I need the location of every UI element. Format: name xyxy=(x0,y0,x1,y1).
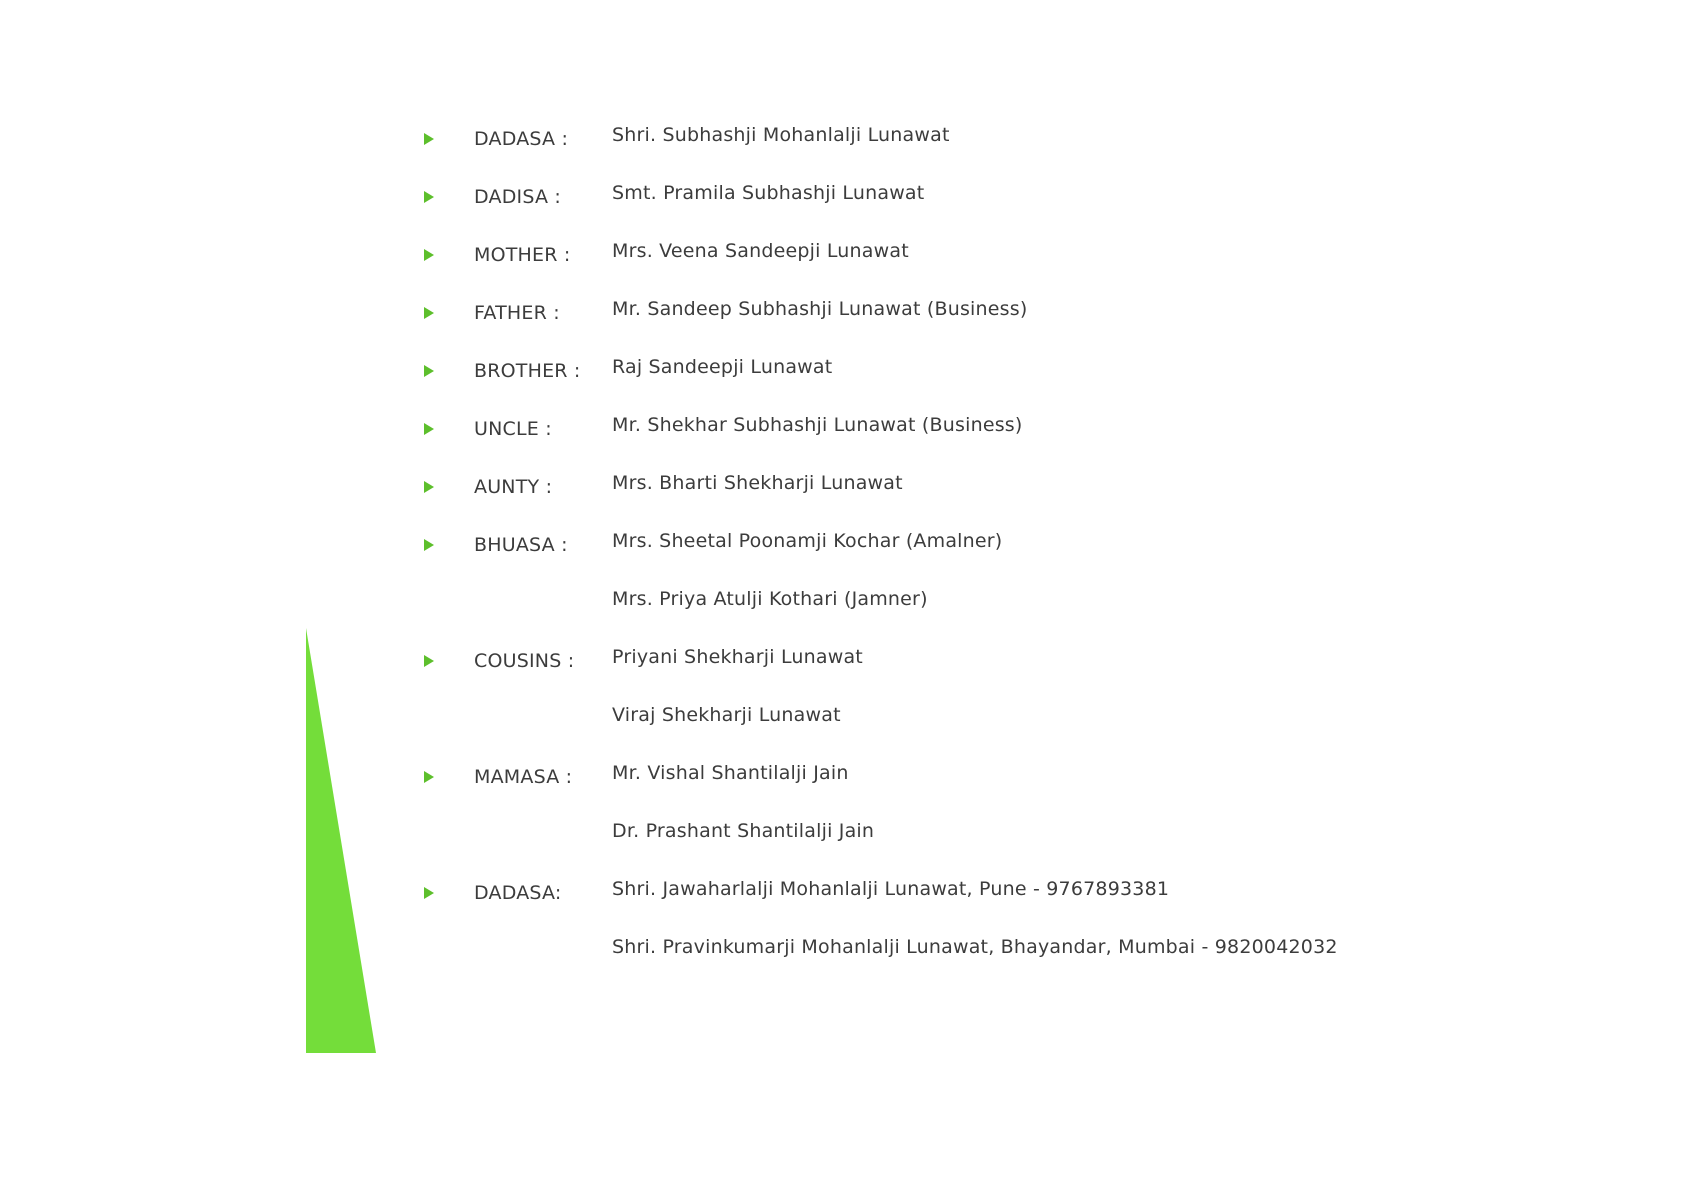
person-name: Mr. Vishal Shantilalji Jain xyxy=(612,762,849,784)
list-item xyxy=(0,472,1684,502)
person-name: Shri. Jawaharlalji Mohanlalji Lunawat, Pune - 9767893381 xyxy=(612,878,1170,900)
arrow-bullet-icon xyxy=(422,654,436,668)
list-item xyxy=(0,356,1684,386)
person-name: Shri. Subhashji Mohanlalji Lunawat xyxy=(612,124,950,146)
arrow-bullet-icon xyxy=(422,306,436,320)
list-item xyxy=(0,182,1684,212)
relation-label: UNCLE : xyxy=(474,418,552,440)
list-item xyxy=(0,820,1684,850)
arrow-bullet-icon xyxy=(422,190,436,204)
relation-label: MAMASA : xyxy=(474,766,573,788)
list-item xyxy=(0,936,1684,966)
list-item xyxy=(0,240,1684,270)
arrow-bullet-icon xyxy=(422,132,436,146)
relation-label: FATHER : xyxy=(474,302,560,324)
relation-label: BROTHER : xyxy=(474,360,581,382)
arrow-bullet-icon xyxy=(422,364,436,378)
person-name: Mrs. Bharti Shekharji Lunawat xyxy=(612,472,903,494)
relation-label: MOTHER : xyxy=(474,244,571,266)
person-name: Mrs. Veena Sandeepji Lunawat xyxy=(612,240,909,262)
list-item xyxy=(0,704,1684,734)
relation-label: DADISA : xyxy=(474,186,561,208)
list-item xyxy=(0,762,1684,792)
arrow-bullet-icon xyxy=(422,770,436,784)
relation-label: DADASA : xyxy=(474,128,569,150)
person-name: Priyani Shekharji Lunawat xyxy=(612,646,863,668)
person-name: Mr. Sandeep Subhashji Lunawat (Business) xyxy=(612,298,1028,320)
person-name: Mrs. Priya Atulji Kothari (Jamner) xyxy=(612,588,928,610)
relation-label: DADASA: xyxy=(474,882,562,904)
relation-label: BHUASA : xyxy=(474,534,568,556)
person-name: Shri. Pravinkumarji Mohanlalji Lunawat, Bhayandar, Mumbai - 9820042032 xyxy=(612,936,1338,958)
list-item xyxy=(0,588,1684,618)
arrow-bullet-icon xyxy=(422,886,436,900)
list-item xyxy=(0,414,1684,444)
list-item xyxy=(0,298,1684,328)
arrow-bullet-icon xyxy=(422,538,436,552)
person-name: Viraj Shekharji Lunawat xyxy=(612,704,841,726)
person-name: Smt. Pramila Subhashji Lunawat xyxy=(612,182,925,204)
person-name: Mrs. Sheetal Poonamji Kochar (Amalner) xyxy=(612,530,1003,552)
list-item xyxy=(0,530,1684,560)
person-name: Mr. Shekhar Subhashji Lunawat (Business) xyxy=(612,414,1023,436)
list-item xyxy=(0,646,1684,676)
relation-label: AUNTY : xyxy=(474,476,553,498)
list-item xyxy=(0,124,1684,154)
list-item xyxy=(0,878,1684,908)
person-name: Raj Sandeepji Lunawat xyxy=(612,356,833,378)
arrow-bullet-icon xyxy=(422,480,436,494)
relation-label: COUSINS : xyxy=(474,650,575,672)
person-name: Dr. Prashant Shantilalji Jain xyxy=(612,820,875,842)
arrow-bullet-icon xyxy=(422,248,436,262)
arrow-bullet-icon xyxy=(422,422,436,436)
